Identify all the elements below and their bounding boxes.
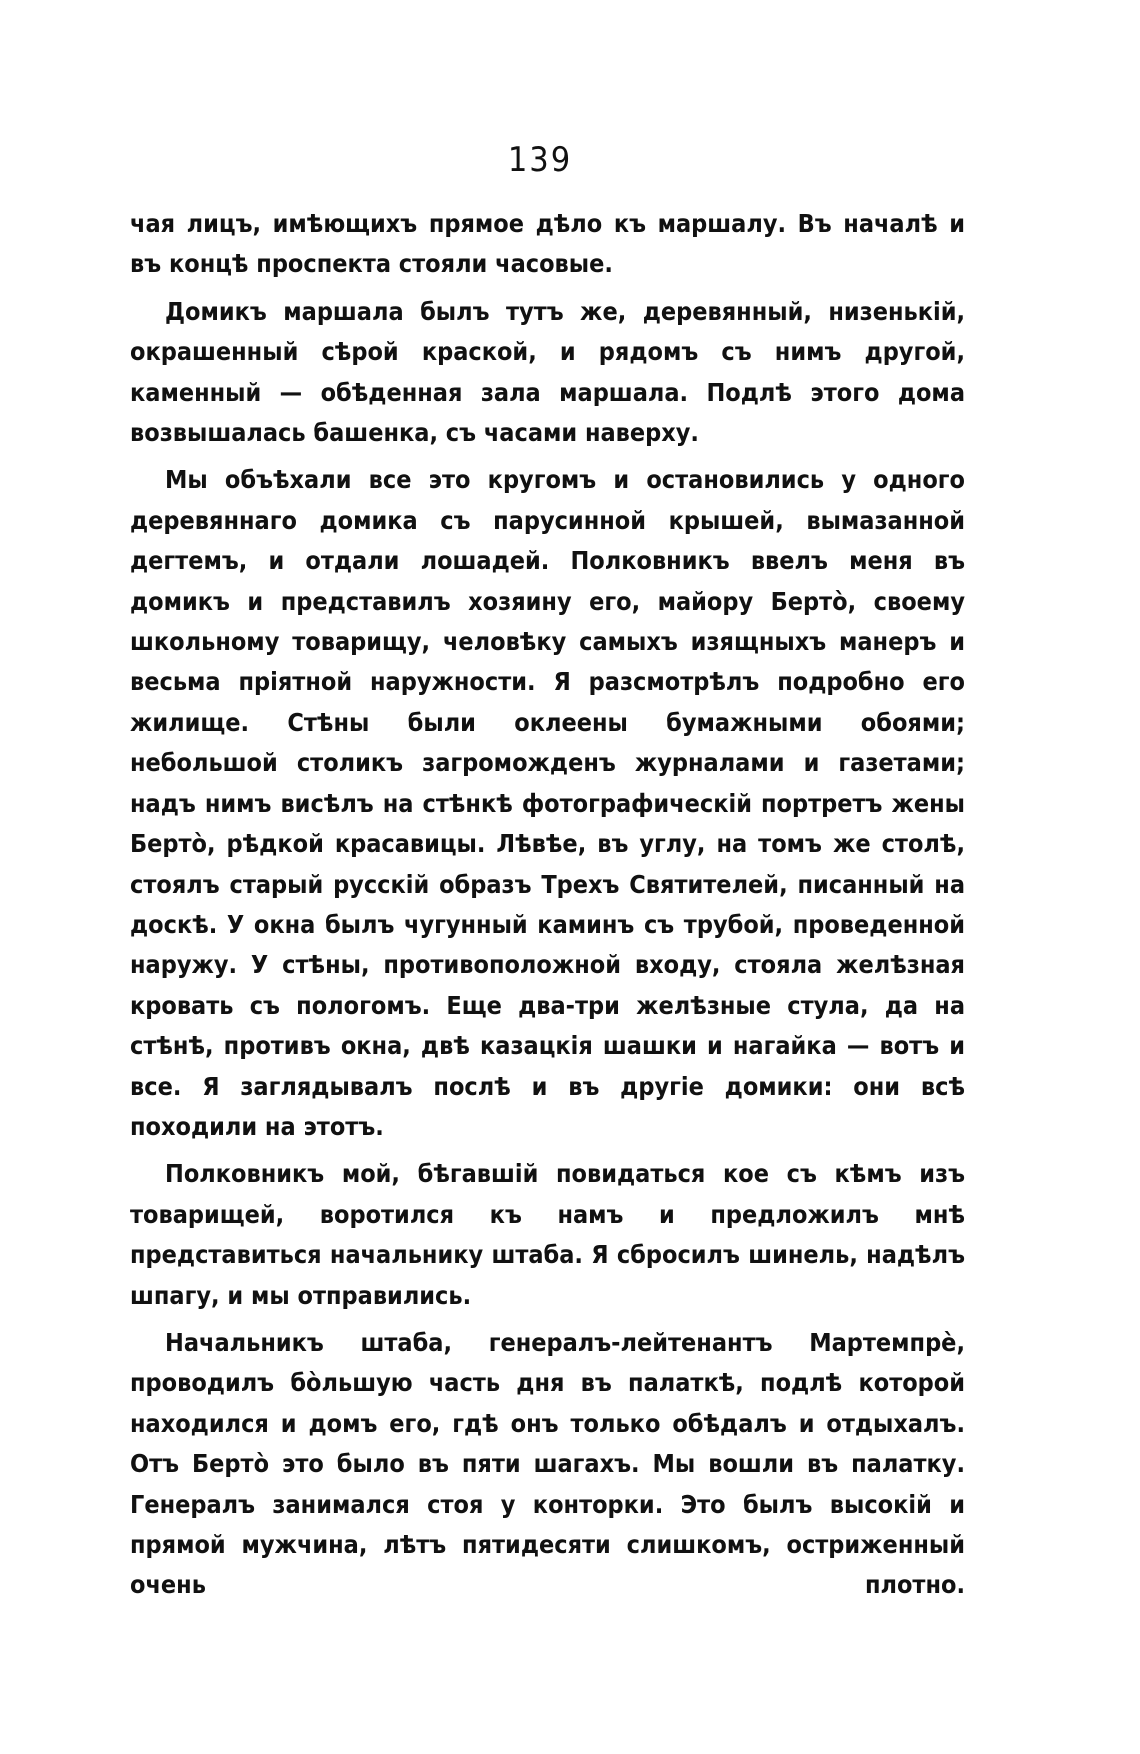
paragraph-1: чая лицъ, имѣющихъ прямое дѣло къ маршалу. Въ началѣ и въ концѣ проспекта стояли часовые. — [130, 209, 965, 279]
body-text — [130, 204, 965, 1613]
paragraph-4: Полковникъ мой, бѣгавшій повидаться кое съ кѣмъ изъ товарищей, воротился къ намъ и предложилъ мнѣ представиться начальнику штаба. Я сбросилъ шинель, надѣлъ шпагу, и мы отправились. — [130, 1159, 965, 1310]
paragraph-2: Домикъ маршала былъ тутъ же, деревянный, низенькій, окрашенный сѣрой краской, и рядомъ съ нимъ другой, каменный — обѣденная зала маршала. Подлѣ этого дома возвышалась башенка, съ часами наверху. — [130, 296, 965, 448]
paragraph-3: Мы объѣхали все это кругомъ и остановились у одного деревяннаго домика съ парусинной крышей, вымазанной дегтемъ, и отдали лошадей. Полковникъ ввелъ меня въ домикъ и представилъ хозяину его, майору Бертò, своему школьному товарищу, человѣку самыхъ изящныхъ манеръ и весьма пріятной наружности. Я разсмотрѣлъ подробно его жилище. Стѣны были оклеены бумажными обоями; небольшой столикъ загроможденъ журналами и газетами; надъ нимъ висѣлъ на стѣнкѣ фотографическій портретъ жены Бертò, рѣдкой красавицы. Лѣвѣе, въ углу, на томъ же столѣ, стоялъ старый русскій образъ Трехъ Святителей, писанный на доскѣ. У окна былъ чугунный каминъ съ трубой, проведенной наружу. У стѣны, противоположной входу, стояла желѣзная кровать съ пологомъ. Еще два-три желѣзные стула, да на стѣнѣ, противъ окна, двѣ казацкія шашки и нагайка — вотъ и все. Я заглядывалъ послѣ и въ другіе домики: они всѣ походили на этотъ. — [130, 465, 965, 1141]
page-number: 139 — [507, 140, 573, 180]
paragraph-5: Начальникъ штаба, генералъ-лейтенантъ Мартемпрè, проводилъ бòльшую часть дня въ палаткѣ, подлѣ которой находился и домъ его, гдѣ онъ только обѣдалъ и отдыхалъ. Отъ Бертò это было въ пяти шагахъ. Мы вошли въ палатку. Генералъ занимался стоя у конторки. Это былъ высокій и прямой мужчина, лѣтъ пятидесяти слишкомъ, остриженный очень плотно. — [130, 1327, 965, 1600]
